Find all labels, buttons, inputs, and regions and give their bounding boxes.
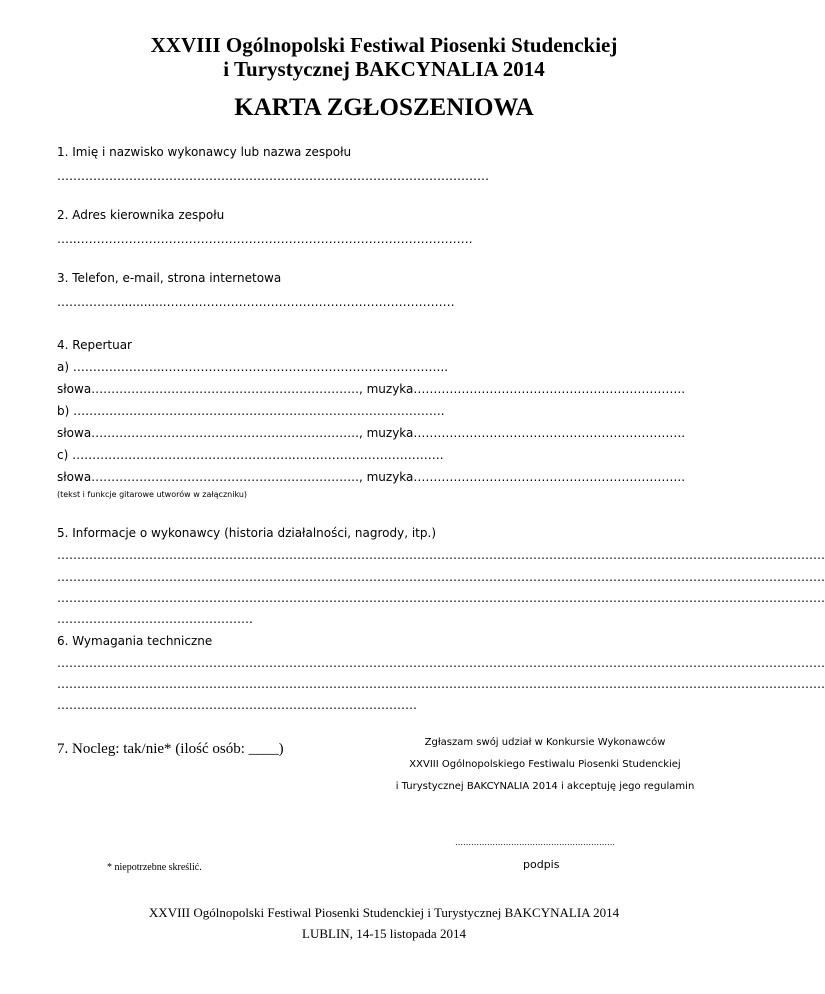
repertoire-b-line: b) ………………………………………………….…………………………….. (57, 404, 445, 418)
repertoire-c-line: c) ………………………………………………..………………………………. (57, 448, 444, 462)
section2-fill-line: …..……………………………………………………………………………………… (57, 232, 473, 246)
repertoire-note: (tekst i funkcje gitarowe utworów w załączniku) (57, 490, 248, 499)
section1-fill-line: ……………………………………………………………………………………………… (57, 169, 489, 183)
section2-label: 2. Adres kierownika zespołu (57, 208, 225, 222)
section5-fill-line3: ………………………………………………………………………………………………………………………………………………………………………… (57, 591, 825, 605)
signature-line: …………………………………………………… (455, 838, 615, 847)
footer-line1: XXVIII Ogólnopolski Festiwal Piosenki Studenckiej i Turystycznej BAKCYNALIA 2014 (148, 905, 620, 920)
repertoire-c-detail-line: słowa…………………………………………………………., muzyka………………………………………………………….. (57, 470, 686, 484)
declaration-line3: i Turystycznej BAKCYNALIA 2014 i akceptuję jego regulamin (395, 781, 695, 792)
footer-line2: LUBLIN, 14-15 listopada 2014 (302, 926, 466, 941)
declaration-line2: XXVIII Ogólnopolskiego Festiwalu Piosenki Studenckiej (409, 759, 681, 770)
section1-label: 1. Imię i nazwisko wykonawcy lub nazwa zespołu (57, 145, 352, 159)
repertoire-a-line: a) …………………..…………………………………………………………….. (57, 360, 449, 374)
section6-label: 6. Wymagania techniczne (57, 634, 213, 648)
section5-fill-line1: ………………………………………………………………………………………………………………………………………………………………………… (57, 548, 825, 562)
repertoire-b-detail-line: słowa…………………………………………………………., muzyka………………………………………………………….. (57, 426, 686, 440)
section3-fill-line: …………….............……………………………………………………………… (57, 295, 455, 309)
section5-fill-line4: …………………………………………. (57, 612, 253, 626)
footnote: * niepotrzebne skreślić. (107, 862, 202, 873)
section6-fill-line2: ………………………………………………………………………………………………………………………………………………………………………… (57, 677, 825, 691)
form-title: KARTA ZGŁOSZENIOWA (234, 94, 534, 121)
signature-label: podpis (523, 858, 560, 871)
festival-title-line1: XXVIII Ogólnopolski Festiwal Piosenki Studenckiej (150, 33, 618, 57)
section6-fill-line1: ………………………………………………………………………………………………………………………………………………………………………… (57, 656, 825, 670)
section5-fill-line2: ………………………………………………………………………………………………………………………………………………………………………… (57, 570, 825, 584)
section4-label: 4. Repertuar (57, 338, 132, 352)
section7-accommodation: 7. Nocleg: tak/nie* (ilość osób: ____) (57, 741, 284, 757)
repertoire-a-detail-line: słowa…………………………………………………………., muzyka………………………………………………………….. (57, 382, 686, 396)
section5-label: 5. Informacje o wykonawcy (historia działalności, nagrody, itp.) (57, 526, 436, 540)
declaration-line1: Zgłaszam swój udział w Konkursie Wykonawców (424, 737, 666, 748)
festival-title-line2: i Turystycznej BAKCYNALIA 2014 (223, 57, 545, 81)
section3-label: 3. Telefon, e-mail, strona internetowa (57, 271, 282, 285)
section6-fill-line3: ……………………………………………………………………………… (57, 698, 417, 712)
